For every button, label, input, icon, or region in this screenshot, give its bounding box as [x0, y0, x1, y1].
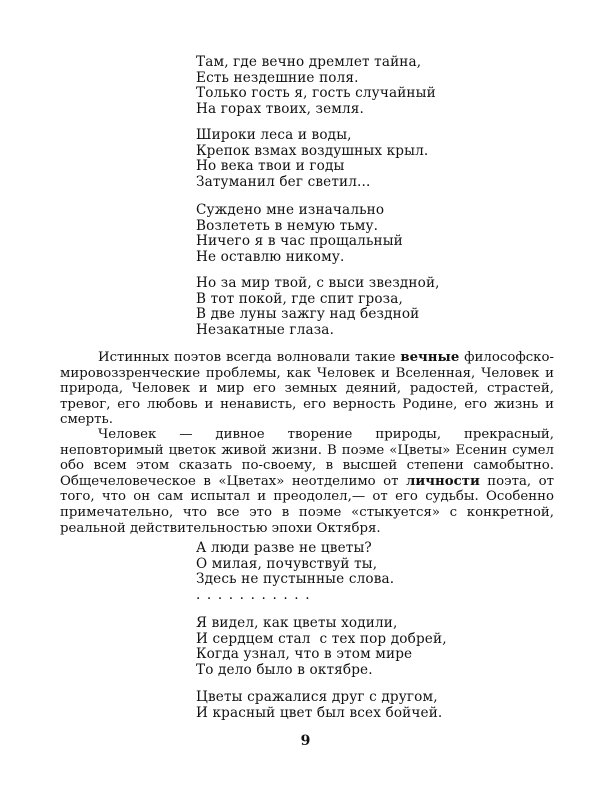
poem-line: Я видел, как цветы ходили,: [196, 615, 398, 631]
ellipsis-line: ...........: [196, 586, 317, 603]
emphasis-word: вечные: [400, 350, 460, 365]
poem-stanza: [196, 541, 394, 603]
poem-stanza: [196, 690, 442, 721]
poem-line: То дело было в октябре.: [196, 661, 373, 678]
poem-line: Здесь не пустынные слова.: [196, 571, 395, 588]
poem-line: Суждено мне изначально: [196, 202, 385, 218]
poem-line: Затуманил бег светил...: [196, 173, 371, 190]
poem-line: Не оставлю никому.: [196, 248, 345, 265]
poem-line: И сердцем стал с тех пор добрей,: [196, 630, 447, 647]
poem-stanza: [196, 55, 436, 117]
poem-line: Но века твои и годы: [196, 158, 345, 175]
poem-line: В две луны зажгу над бездной: [196, 306, 420, 323]
poem-stanza: [196, 203, 403, 265]
poem-line: Там, где вечно дремлет тайна,: [196, 54, 422, 70]
text-run: поэта, от того, что он сам испытал и преодолел,— от его судьбы. Особенно примечательно, что все это в поэме «стыкуется» с конкретной, реальной действительностью эпохи Октября.: [60, 473, 554, 536]
paragraph-text: [60, 350, 554, 428]
poem-line: На горах твоих, земля.: [196, 100, 364, 117]
paragraph-man: [60, 427, 554, 536]
poem-stanza: [196, 616, 447, 678]
poem-line: Широки леса и воды,: [196, 127, 352, 143]
text-run: Истинных поэтов всегда волновали такие: [98, 350, 401, 365]
paragraph-text: [60, 427, 554, 536]
poem-line: Незакатные глаза.: [196, 321, 335, 338]
poem-stanza: [196, 128, 428, 190]
paragraph-themes: [60, 350, 554, 428]
poem-line: Когда узнал, что в этом мире: [196, 646, 413, 663]
poem-line: О милая, почувствуй ты,: [196, 555, 378, 572]
poem-line: Цветы сражалися друг с другом,: [196, 689, 438, 705]
page-number: 9: [300, 733, 311, 749]
poem-line: Крепок взмах воздушных крыл.: [196, 142, 429, 159]
poem-line: Но за мир твой, с выси звездной,: [196, 275, 440, 291]
poem-line: И красный цвет был всех бойчей.: [196, 704, 443, 721]
emphasis-word: личности: [406, 473, 480, 489]
poem-line: Есть нездешние поля.: [196, 69, 359, 86]
poem-line: Возлететь в немую тьму.: [196, 217, 379, 234]
poem-stanza: [196, 276, 440, 338]
text-run: Человек — дивное творение природы, прекрасный, неповторимый цветок живой жизни. В поэме «Цветы» Есенин сумел обо всем этом сказать по-своему, в высшей степени самобытно. Общечеловеческое в «Цветах» неотделимо от: [60, 427, 554, 489]
poem-line: Только гость я, гость случайный: [196, 85, 436, 102]
text-run: философско-мировоззренческие проблемы, как Человек и Вселенная, Человек и природа, Человек и мир его земных деяний, радостей, страстей, тревог, его любовь и ненависть, его верность Родине, его жизнь и смерть.: [60, 350, 554, 428]
poem-line: В тот покой, где спит гроза,: [196, 290, 403, 307]
poem-line: А люди разве не цветы?: [196, 540, 372, 556]
poem-line: Ничего я в час прощальный: [196, 233, 403, 250]
